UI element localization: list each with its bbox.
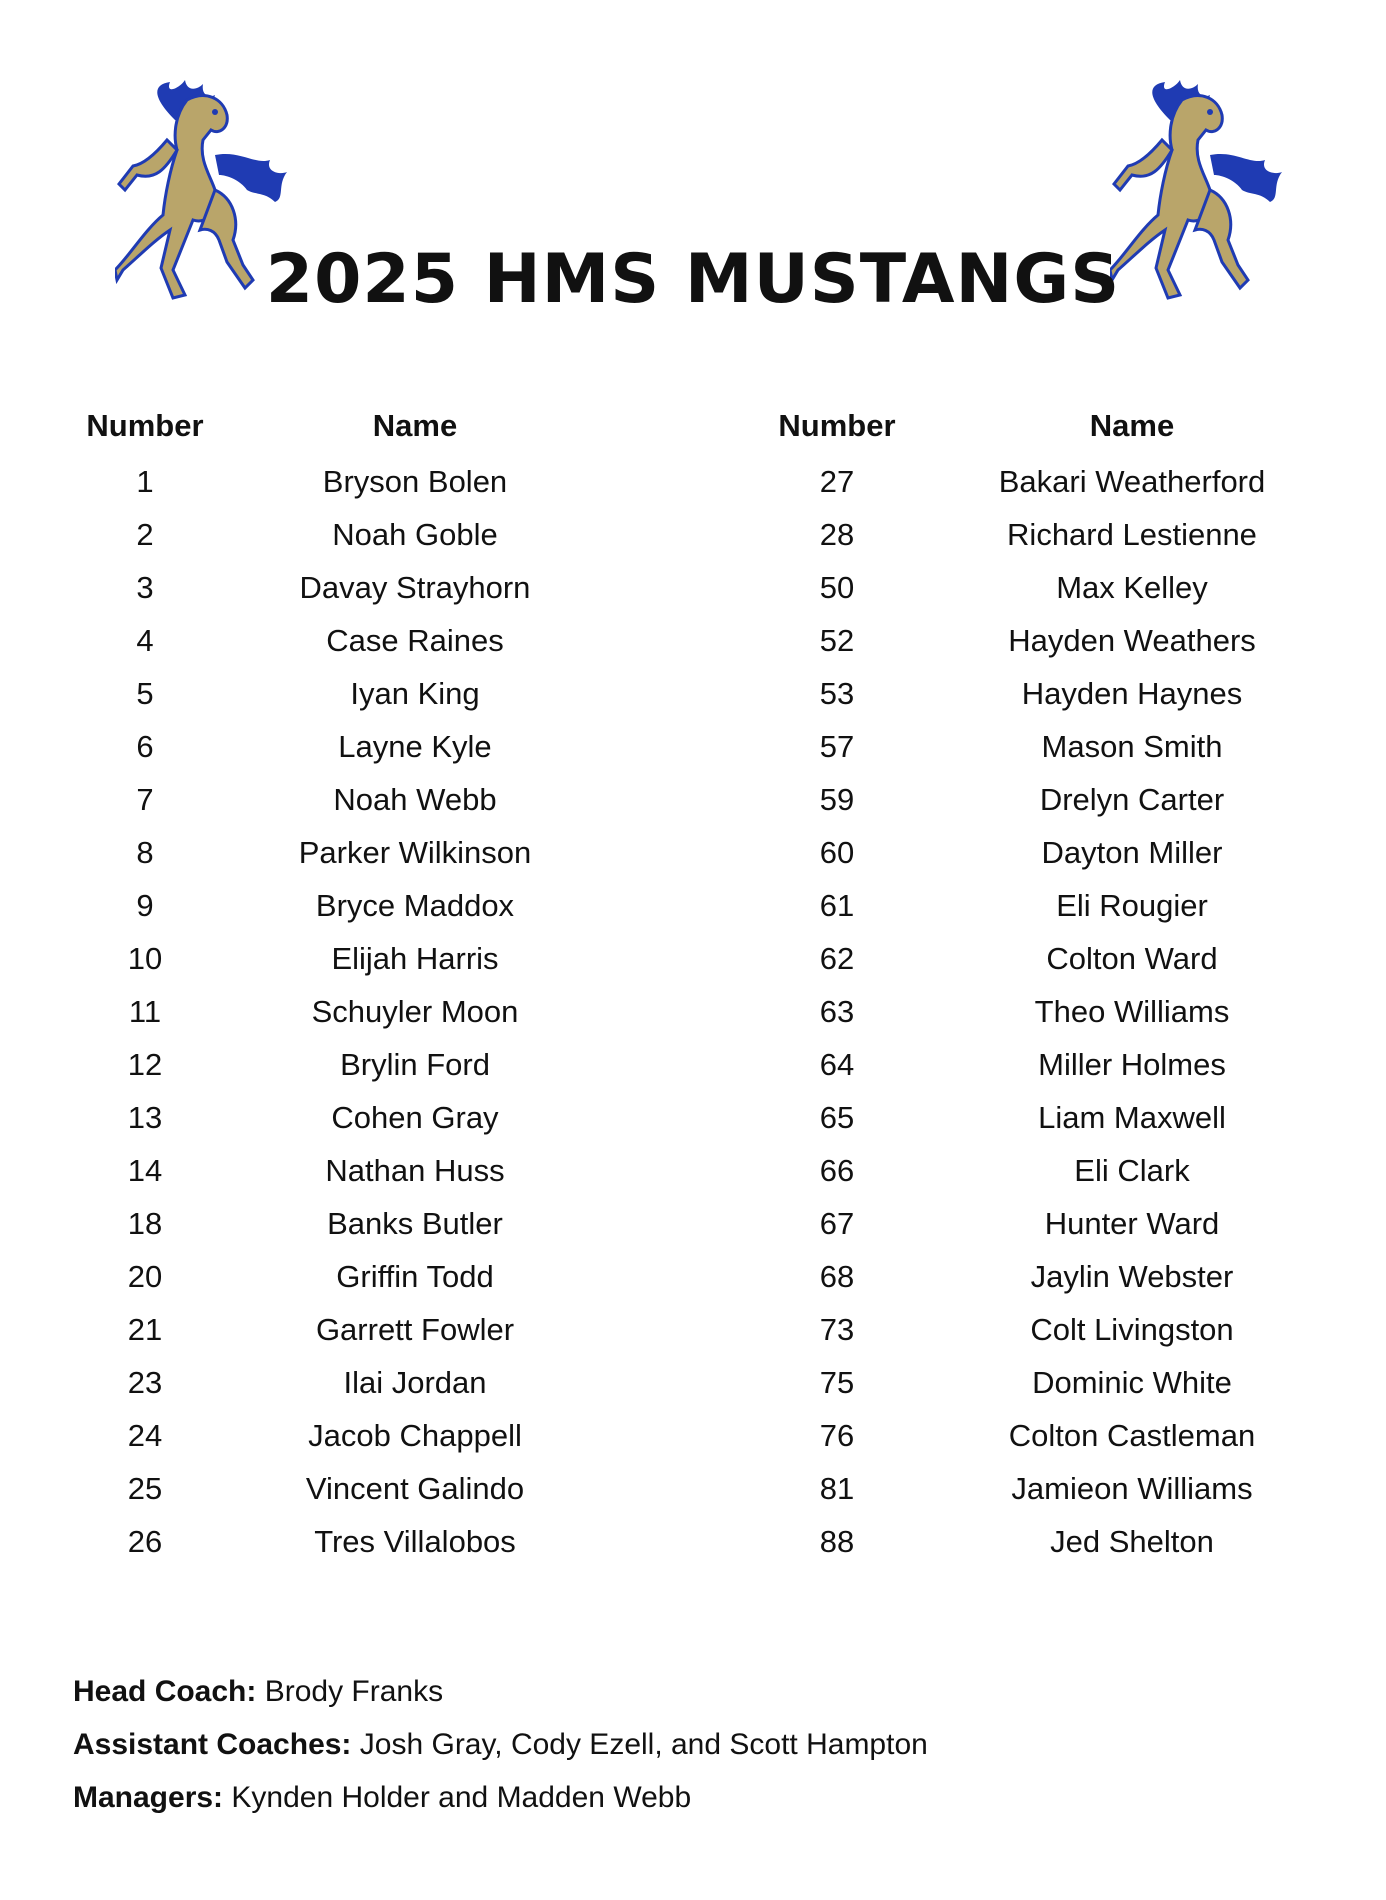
player-number: 25 [127,1471,163,1506]
player-number: 14 [127,1153,163,1188]
player-name: Brylin Ford [340,1047,490,1082]
table-row [60,561,600,614]
player-name: Jed Shelton [1050,1524,1214,1559]
table-row [60,1091,600,1144]
player-number: 20 [127,1259,163,1294]
player-number: 60 [819,835,855,870]
player-name: Bryce Maddox [315,888,515,923]
player-number: 88 [819,1524,855,1559]
table-row [752,561,1342,614]
player-number: 3 [136,570,154,605]
player-number: 4 [136,623,154,658]
table-row [752,508,1342,561]
table-row [752,1515,1342,1568]
assistant-coaches-names: Josh Gray, Cody Ezell, and Scott Hampton [359,1728,928,1761]
page-title: 2025 HMS MUSTANGS [265,240,1121,319]
table-row [60,1515,600,1568]
player-number: 2 [136,517,154,552]
player-name: Garrett Fowler [315,1312,515,1347]
player-name: Bryson Bolen [322,464,508,499]
number-column-header: Number [778,408,896,443]
table-header-row [60,397,600,455]
player-number: 57 [819,729,855,764]
player-name: Eli Clark [1074,1153,1190,1188]
player-name: Hunter Ward [1044,1206,1220,1241]
player-name: Theo Williams [1034,994,1230,1029]
player-name: Mason Smith [1041,729,1223,764]
table-row [752,1356,1342,1409]
table-row [60,1197,600,1250]
player-name: Schuyler Moon [311,994,519,1029]
player-number: 6 [136,729,154,764]
table-row [752,1038,1342,1091]
player-name: Colton Ward [1046,941,1218,976]
table-row [752,1250,1342,1303]
table-row [60,1250,600,1303]
player-name: Liam Maxwell [1038,1100,1226,1135]
table-row [752,985,1342,1038]
table-row [60,1462,600,1515]
roster-table-left [60,397,600,1568]
player-name: Eli Rougier [1056,888,1208,923]
player-number: 1 [136,464,154,499]
player-number: 5 [136,676,154,711]
player-number: 75 [819,1365,855,1400]
table-row [752,879,1342,932]
player-name: Parker Wilkinson [298,835,532,870]
table-row [752,455,1342,508]
assistant-coaches-line [73,1718,928,1771]
player-name: Colton Castleman [1008,1418,1256,1453]
player-name: Cohen Gray [331,1100,499,1135]
player-number: 18 [127,1206,163,1241]
player-name: Case Raines [326,623,504,658]
player-number: 12 [127,1047,163,1082]
player-number: 62 [819,941,855,976]
player-name: Tres Villalobos [314,1524,516,1559]
player-name: Hayden Weathers [1008,623,1256,658]
player-name: Jamieon Williams [1011,1471,1253,1506]
player-name: Banks Butler [327,1206,503,1241]
player-number: 67 [819,1206,855,1241]
table-row [60,826,600,879]
number-column-header: Number [86,408,204,443]
player-number: 61 [819,888,855,923]
player-name: Drelyn Carter [1039,782,1225,817]
head-coach-name: Brody Franks [264,1675,444,1708]
player-number: 81 [819,1471,855,1506]
player-number: 24 [127,1418,163,1453]
table-header-row [752,397,1342,455]
player-number: 64 [819,1047,855,1082]
table-row [60,773,600,826]
player-number: 73 [819,1312,855,1347]
player-name: Nathan Huss [325,1153,505,1188]
table-row [752,1091,1342,1144]
player-name: Davay Strayhorn [299,570,531,605]
table-row [60,720,600,773]
table-row [60,455,600,508]
player-name: Miller Holmes [1038,1047,1226,1082]
player-number: 53 [819,676,855,711]
player-name: Dominic White [1032,1365,1232,1400]
player-name: Richard Lestienne [1007,517,1257,552]
player-name: Layne Kyle [338,729,492,764]
table-row [752,1462,1342,1515]
player-name: Colt Livingston [1030,1312,1234,1347]
player-number: 7 [136,782,154,817]
table-row [752,932,1342,985]
table-row [752,826,1342,879]
player-name: Jaylin Webster [1030,1259,1234,1294]
table-row [60,1356,600,1409]
player-number: 68 [819,1259,855,1294]
player-name: Hayden Haynes [1021,676,1243,711]
table-row [752,1303,1342,1356]
table-row [60,1038,600,1091]
table-row [60,614,600,667]
table-row [752,720,1342,773]
player-name: Griffin Todd [336,1259,494,1294]
table-row [60,1303,600,1356]
player-name: Ilai Jordan [343,1365,487,1400]
player-number: 10 [127,941,163,976]
table-row [752,773,1342,826]
player-name: Elijah Harris [331,941,499,976]
table-row [752,1144,1342,1197]
player-name: Noah Goble [332,517,498,552]
coaching-staff [73,1665,928,1824]
head-coach-label: Head Coach: [73,1675,257,1708]
table-row [60,985,600,1038]
name-column-header: Name [372,408,458,443]
table-row [752,614,1342,667]
table-row [752,1409,1342,1462]
name-column-header: Name [1089,408,1175,443]
player-number: 50 [819,570,855,605]
player-name: Bakari Weatherford [998,464,1266,499]
table-row [752,667,1342,720]
player-number: 27 [819,464,855,499]
player-number: 26 [127,1524,163,1559]
managers-names: Kynden Holder and Madden Webb [231,1781,692,1814]
player-number: 11 [128,994,162,1029]
table-row [60,879,600,932]
player-number: 8 [136,835,154,870]
table-row [60,1144,600,1197]
player-name: Vincent Galindo [305,1471,525,1506]
player-number: 52 [819,623,855,658]
player-number: 9 [136,888,154,923]
table-row [752,1197,1342,1250]
player-number: 13 [127,1100,163,1135]
player-name: Iyan King [350,676,480,711]
player-number: 65 [819,1100,855,1135]
player-name: Noah Webb [333,782,497,817]
table-row [60,667,600,720]
player-name: Jacob Chappell [308,1418,522,1453]
player-number: 23 [127,1365,163,1400]
player-name: Dayton Miller [1041,835,1223,870]
assistant-coaches-label: Assistant Coaches: [73,1728,352,1761]
player-number: 76 [819,1418,855,1453]
managers-label: Managers: [73,1781,224,1814]
table-row [60,508,600,561]
player-number: 63 [819,994,855,1029]
player-number: 21 [127,1312,163,1347]
player-number: 59 [819,782,855,817]
head-coach-line [73,1665,928,1718]
player-name: Max Kelley [1056,570,1208,605]
table-row [60,932,600,985]
player-number: 66 [819,1153,855,1188]
table-row [60,1409,600,1462]
roster-table-right [752,397,1342,1568]
player-number: 28 [819,517,855,552]
managers-line [73,1771,928,1824]
